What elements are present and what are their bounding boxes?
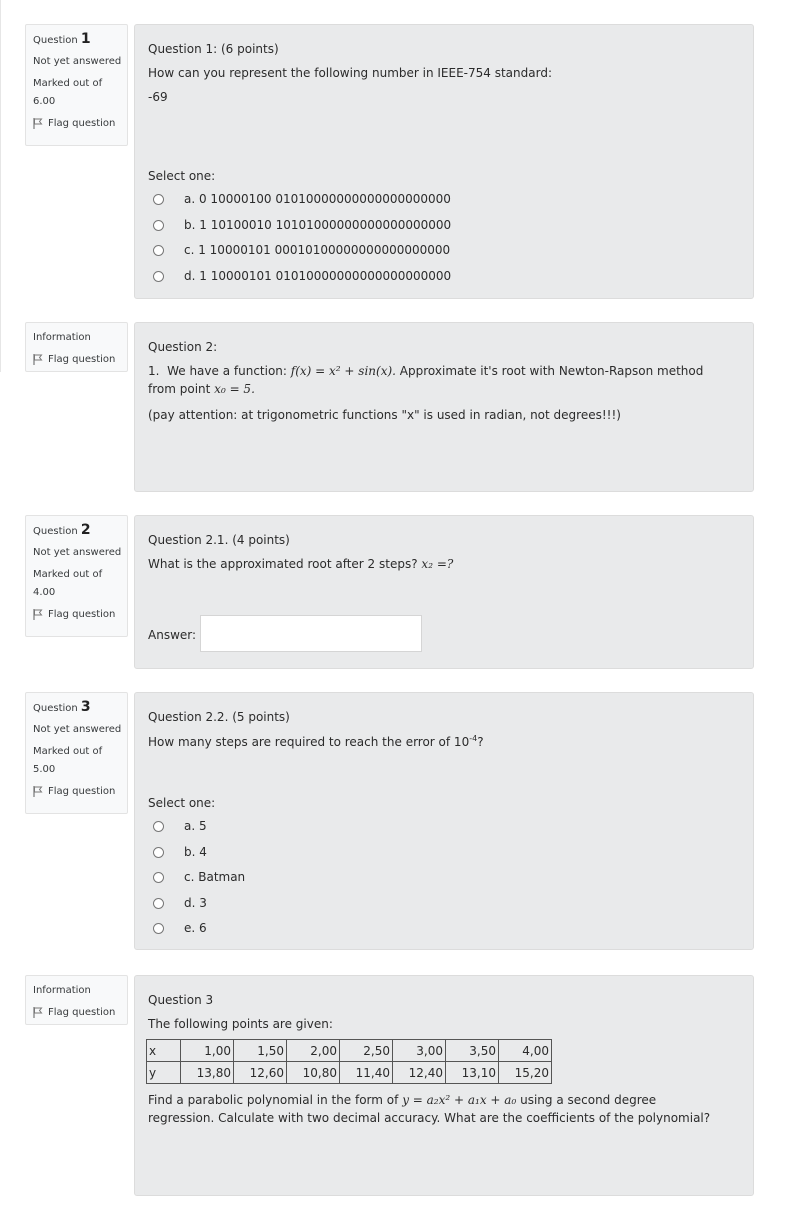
description-3-task-line-2: regression. Calculate with two decimal accuracy. What are the coefficients of the polynomial? <box>148 1111 711 1125</box>
question-3-option[interactable]: b. 4 <box>153 845 207 859</box>
root-expression: x₂ =? <box>421 557 454 571</box>
question-2-flag-button[interactable] <box>33 608 127 621</box>
question-1-number: Question 1 <box>33 31 91 47</box>
question-3-option[interactable]: e. 6 <box>153 921 207 935</box>
question-3-grade: Marked out of 5.00 <box>33 746 103 775</box>
flag-icon <box>33 786 43 797</box>
x-label: x <box>147 1040 181 1062</box>
flag-icon <box>33 1007 43 1018</box>
question-3-info <box>25 692 128 814</box>
flag-label: Flag question <box>48 609 116 620</box>
y-value: 13,80 <box>181 1062 234 1084</box>
radio-button[interactable] <box>153 923 164 934</box>
x-value: 2,00 <box>287 1040 340 1062</box>
error-exponent: -4 <box>469 734 478 743</box>
question-1-number-value: -69 <box>148 90 168 104</box>
radio-button[interactable] <box>153 847 164 858</box>
question-2-title: Question 2.1. (4 points) <box>148 533 290 547</box>
description-3-title: Question 3 <box>148 993 214 1007</box>
x-value: 1,00 <box>181 1040 234 1062</box>
description-2-text-line-1: 1. We have a function: f(x) = x² + sin(x). Approximate it's root with Newton-Rapson method <box>148 364 704 378</box>
radio-button[interactable] <box>153 872 164 883</box>
question-3-title: Question 2.2. (5 points) <box>148 710 290 724</box>
question-1-option[interactable]: d. 1 10000101 01010000000000000000000 <box>153 269 451 283</box>
question-1-option[interactable]: c. 1 10000101 00010100000000000000000 <box>153 243 450 257</box>
radio-button[interactable] <box>153 220 164 231</box>
information-1-flag-button[interactable] <box>33 353 127 366</box>
question-3-prompt: How many steps are required to reach the error of $10^{-4}$? <box>148 734 484 749</box>
flag-icon <box>33 609 43 620</box>
radio-button[interactable] <box>153 898 164 909</box>
description-3-intro: The following points are given: <box>148 1017 333 1031</box>
radio-button[interactable] <box>153 271 164 282</box>
question-2-state: Not yet answered <box>33 547 122 558</box>
radio-button[interactable] <box>153 194 164 205</box>
question-2-number: Question 2 <box>33 522 91 538</box>
flag-label: Flag question <box>48 354 116 365</box>
flag-label: Flag question <box>48 786 116 797</box>
question-3-state: Not yet answered <box>33 724 122 735</box>
answer-label: Answer: <box>148 628 197 642</box>
radio-button[interactable] <box>153 821 164 832</box>
y-label: y <box>147 1062 181 1084</box>
flag-label: Flag question <box>48 1007 116 1018</box>
question-3-description <box>134 975 754 1196</box>
question-3-select-label: Select one: <box>148 796 216 810</box>
question-1-select-label: Select one: <box>148 169 216 183</box>
flag-icon <box>33 354 43 365</box>
question-3-number: Question 3 <box>33 699 91 715</box>
information-label: Information <box>33 985 91 996</box>
question-2-info <box>25 515 128 637</box>
question-2-description <box>134 322 754 492</box>
x-value: 1,50 <box>234 1040 287 1062</box>
description-2-title: Question 2: <box>148 340 218 354</box>
question-2-prompt: What is the approximated root after 2 steps? x₂ =? <box>148 557 454 571</box>
description-2-text-line-2: from point x₀ = 5. <box>148 382 255 396</box>
question-3-option[interactable]: a. 5 <box>153 819 207 833</box>
flag-label: Flag question <box>48 118 116 129</box>
information-block-2 <box>25 975 128 1025</box>
question-3-option[interactable]: c. Batman <box>153 870 245 884</box>
polynomial-formula: y = a₂x² + a₁x + a₀ <box>402 1093 517 1107</box>
y-value: 15,20 <box>499 1062 552 1084</box>
question-1-option[interactable]: a. 0 10000100 01010000000000000000000 <box>153 192 451 206</box>
y-value: 12,40 <box>393 1062 446 1084</box>
y-row <box>147 1062 552 1084</box>
information-block-1 <box>25 322 128 372</box>
start-point: x₀ = 5. <box>214 382 255 396</box>
flag-icon <box>33 118 43 129</box>
question-1-title: Question 1: (6 points) <box>148 42 279 56</box>
radio-button[interactable] <box>153 245 164 256</box>
description-3-task-line-1: Find a parabolic polynomial in the form of y = a₂x² + a₁x + a₀ using a second degree <box>148 1093 657 1107</box>
question-1-grade: Marked out of 6.00 <box>33 78 103 107</box>
question-3-option[interactable]: d. 3 <box>153 896 207 910</box>
points-table <box>146 1039 552 1084</box>
question-1-info <box>25 24 128 146</box>
question-1-content <box>134 24 754 299</box>
question-2-content <box>134 515 754 669</box>
x-value: 3,00 <box>393 1040 446 1062</box>
page-left-border <box>0 0 1 372</box>
y-value: 11,40 <box>340 1062 393 1084</box>
question-1-state: Not yet answered <box>33 56 122 67</box>
description-2-note: (pay attention: at trigonometric functions "x" is used in radian, not degrees!!!) <box>148 408 621 422</box>
question-1-prompt: How can you represent the following number in IEEE-754 standard: <box>148 66 552 80</box>
y-value: 13,10 <box>446 1062 499 1084</box>
question-1-flag-button[interactable] <box>33 117 127 130</box>
function-formula: f(x) = x² + sin(x). <box>290 364 396 378</box>
information-label: Information <box>33 332 91 343</box>
x-row <box>147 1040 552 1062</box>
x-value: 2,50 <box>340 1040 393 1062</box>
question-3-content <box>134 692 754 950</box>
y-value: 12,60 <box>234 1062 287 1084</box>
answer-input[interactable] <box>200 615 422 652</box>
question-1-option[interactable]: b. 1 10100010 10101000000000000000000 <box>153 218 451 232</box>
x-value: 4,00 <box>499 1040 552 1062</box>
question-2-grade: Marked out of 4.00 <box>33 569 103 598</box>
y-value: 10,80 <box>287 1062 340 1084</box>
information-2-flag-button[interactable] <box>33 1006 127 1019</box>
question-3-flag-button[interactable] <box>33 785 127 798</box>
x-value: 3,50 <box>446 1040 499 1062</box>
